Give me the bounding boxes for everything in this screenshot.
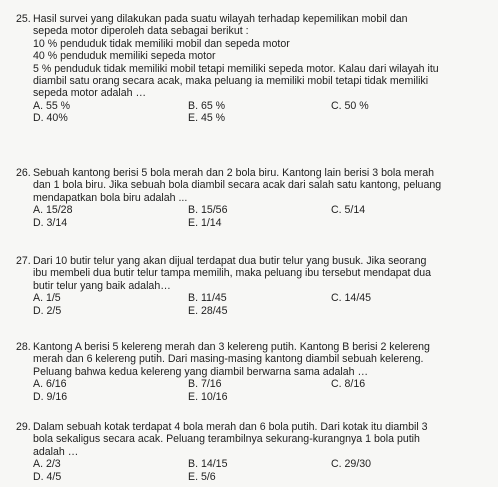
option-c[interactable]: C. 5/14 [331, 204, 366, 217]
option-e[interactable]: E. 5/6 [188, 470, 216, 483]
option-a[interactable]: A. 6/16 [33, 378, 67, 391]
option-c[interactable]: C. 50 % [331, 99, 369, 112]
option-c[interactable]: C. 14/45 [331, 292, 372, 305]
option-e[interactable]: E. 28/45 [188, 304, 228, 317]
question-number: 27. [16, 255, 31, 267]
stem-line: Dalam sebuah kotak terdapat 4 bola merah dan 6 bola putih. Dari kotak itu diambil 3 [33, 421, 428, 433]
answer-options [16, 378, 494, 403]
option-a[interactable]: A. 55 % [33, 99, 71, 112]
question-number: 25. [16, 13, 31, 25]
option-d[interactable]: D. 4/5 [33, 470, 62, 483]
stem-line: mendapatkan bola biru adalah ... [33, 191, 188, 204]
option-c[interactable]: C. 29/30 [331, 458, 372, 471]
stem-line: 5 % penduduk tidak memiliki mobil tetapi memiliki sepeda motor. Kalau dari wilayah itu [33, 62, 439, 75]
stem-line: 10 % penduduk tidak memiliki mobil dan sepeda motor [33, 37, 290, 50]
stem-line: butir telur yang baik adalah… [33, 279, 171, 292]
stem-line: Kantong A berisi 5 kelereng merah dan 3 kelereng putih. Kantong B berisi 2 kelereng [33, 341, 430, 353]
stem-line: ibu membeli dua butir telur tampa memilih, maka peluang ibu tersebut mendapat dua [33, 267, 432, 280]
question-number: 28. [16, 341, 31, 353]
question-stem [33, 255, 494, 292]
option-d[interactable]: D. 2/5 [33, 304, 62, 317]
stem-line: sepeda motor diperoleh data sebagai berikut : [33, 25, 249, 38]
stem-line: Sebuah kantong berisi 5 bola merah dan 2 bola biru. Kantong lain berisi 3 bola merah [33, 167, 435, 179]
option-b[interactable]: B. 11/45 [188, 292, 227, 305]
question-number: 26. [16, 167, 31, 179]
stem-line: sepeda motor adalah … [33, 87, 147, 100]
stem-line: adalah … [33, 445, 79, 458]
answer-options [16, 292, 494, 317]
question-25 [16, 13, 494, 125]
answer-options [16, 100, 494, 125]
option-a[interactable]: A. 1/5 [33, 292, 61, 305]
stem-line: Hasil survei yang dilakukan pada suatu wilayah terhadap kepemilikan mobil dan [33, 13, 408, 25]
question-stem [33, 421, 494, 458]
answer-options [16, 204, 494, 229]
answer-options [16, 458, 494, 483]
option-b[interactable]: B. 7/16 [188, 378, 222, 391]
option-b[interactable]: B. 65 % [188, 99, 226, 112]
option-c[interactable]: C. 8/16 [331, 378, 366, 391]
stem-line: diambil satu orang secara acak, maka peluang ia memiliki mobil tetapi tidak memiliki [33, 75, 429, 88]
question-29 [16, 421, 494, 483]
question-27 [16, 255, 494, 317]
question-number: 29. [16, 421, 31, 433]
option-d[interactable]: D. 3/14 [33, 216, 68, 229]
option-a[interactable]: A. 2/3 [33, 458, 61, 471]
question-28 [16, 341, 494, 403]
stem-line: bola sekaligus secara acak. Peluang terambilnya sekurang-kurangnya 1 bola putih [33, 433, 420, 446]
question-stem [33, 167, 494, 204]
question-stem [33, 341, 494, 378]
stem-line: Dari 10 butir telur yang akan dijual terdapat dua butir telur yang busuk. Jika seorang [33, 255, 427, 267]
stem-line: Peluang bahwa kedua kelereng yang diambil berwarna sama adalah … [33, 365, 369, 378]
stem-line: dan 1 bola biru. Jika sebuah bola diambil secara acak dari salah satu kantong, peluang [33, 179, 442, 192]
option-a[interactable]: A. 15/28 [33, 204, 73, 217]
option-d[interactable]: D. 9/16 [33, 390, 68, 403]
option-d[interactable]: D. 40% [33, 112, 68, 125]
stem-line: merah dan 6 kelereng putih. Dari masing-masing kantong diambil sebuah kelereng. [33, 353, 424, 366]
option-b[interactable]: B. 15/56 [188, 204, 228, 217]
stem-line: 40 % penduduk memiliki sepeda motor [33, 50, 216, 63]
question-stem [33, 13, 494, 100]
option-e[interactable]: E. 10/16 [188, 390, 228, 403]
question-26 [16, 167, 494, 229]
option-e[interactable]: E. 45 % [188, 112, 226, 125]
option-e[interactable]: E. 1/14 [188, 216, 222, 229]
option-b[interactable]: B. 14/15 [188, 458, 228, 471]
